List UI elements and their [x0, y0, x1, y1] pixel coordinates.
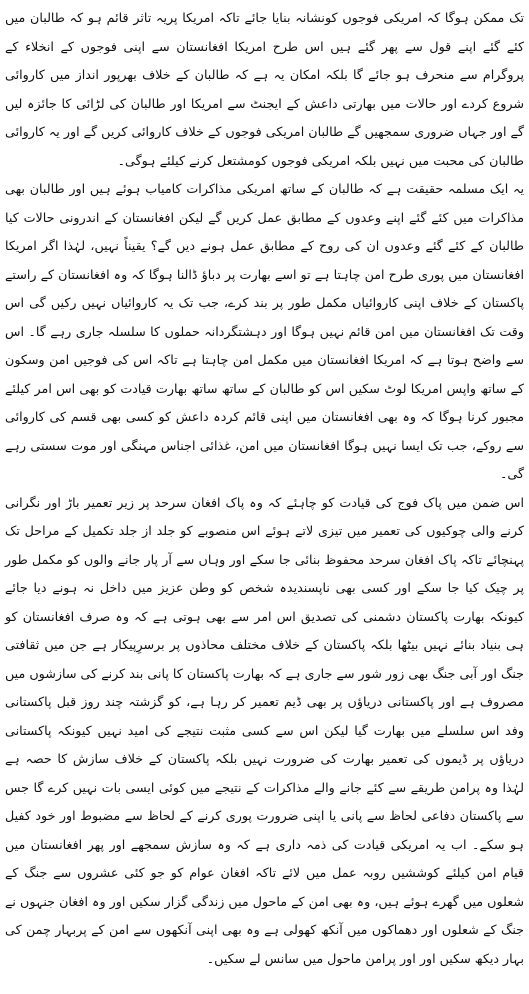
article-paragraph-3: اس ضمن میں پاک فوج کی قیادت کو چاہئے کہ وہ پاک افغان سرحد پر زیر تعمیر باڑ اور نگرانی کرنے والی چوکیوں کی تعمیر میں تیزی لاتے ہوئے اس منصوبے کو جلد از جلد تکمیل کے مراحل تک پہنچائے تاکہ پاک افغان سرحد محفوظ بنائی جا سکے اور وہاں سے آر پار جانے والوں کو مکمل طور پر چیک کیا جا سکے اور کسی بھی ناپسندیدہ شخص کو وطن عزیز میں داخل نہ ہونے دیا جائے کیونکہ بھارت پاکستان دشمنی کی تصدیق اس امر سے بھی ہوتی ہے کہ وہ صرف افغانستان کو ہی بنیاد بنائے نہیں بیٹھا بلکہ پاکستان کے خلاف مختلف محاذوں پر برسرِپیکار ہے جن میں ثقافتی جنگ اور آبی جنگ بھی زور شور سے جاری ہے کہ بھارت پاکستان کا پانی بند کرنے کی سازشوں میں مصروف ہے اور پاکستانی دریاؤں پر بھی ڈیم تعمیر کر رہا ہے، کو گزشتہ چند روز قبل پاکستانی وفد اس سلسلے میں بھارت گیا لیکن اس سے کسی مثبت نتیجے کی امید نہیں کیونکہ پاکستانی دریاؤں پر ڈیموں کی تعمیر بھارت کی ضرورت نہیں بلکہ پاکستان کے خلاف سازش کا حصہ ہے لہٰذا وہ پرامن طریقے سے کئے جانے والے مذاکرات کے نتیجے میں کوئی ایسی بات نہیں کرے گا جس سے پاکستان دفاعی لحاظ سے پانی یا اپنی ضرورت پوری کرنے کے لحاظ سے مضبوط اور خود کفیل ہو سکے۔ اب یہ امریکی قیادت کی ذمہ داری ہے کہ وہ سازش سمجھے اور پھر افغانستان میں قیام امن کیلئے کوششیں روبہ عمل میں لائے تاکہ افغان عوام کو جو کئی عشروں سے جنگ کے شعلوں میں گھرے ہوئے ہیں، وہ بھی امن کے ماحول میں زندگی گزار سکیں اور وہ افغان جنہوں نے جنگ کے شعلوں اور دھماکوں میں آنکھ کھولی ہے وہ بھی اپنی آنکھوں سے امن کے پربہار چمن کی بہار دیکھ سکیں اور اور پرامن ماحول میں سانس لے سکیں۔ [5, 494, 524, 966]
article-paragraph-2: یہ ایک مسلمہ حقیقت ہے کہ طالبان کے ساتھ امریکی مذاکرات کامیاب ہوئے ہیں اور طالبان بھی مذاکرات میں کئے گئے اپنے وعدوں کے مطابق عمل کریں گے لیکن افغانستان کے اندرونی حالات کیا طالبان کے کئے گئے وعدوں ان کی روح کے مطابق عمل ہونے دیں گے؟ یقیناً نہیں، لہٰذا اگر امریکا افغانستان میں پوری طرح امن چاہتا ہے تو اسے بھارت پر دباؤ ڈالنا ہوگا کہ وہ افغانستان کے راستے پاکستان کے خلاف اپنی کاروائیاں مکمل طور پر بند کرے، جب تک یہ کاروائیاں نہیں رکیں گی اس وقت تک افغانستان میں امن قائم نہیں ہوگا اور دہشتگردانہ حملوں کا سلسلہ جاری رہے گا۔ اس سے واضح ہوتا ہے کہ امریکا افغانستان میں مکمل امن چاہتا ہے تاکہ اس کی فوجیں امن وسکون کے ساتھ واپس امریکا لوٹ سکیں اس کو طالبان کے ساتھ ساتھ بھارت قیادت کو بھی اس امر کیلئے مجبور کرنا ہوگا کہ وہ بھی افغانستان میں اپنی قائم کردہ داعش کو کسی بھی قسم کی کاروائی سے روکے، جب تک ایسا نہیں ہوگا افغانستان میں امن، غذائی اجناس مہنگی اور موت سستی رہے گی۔ [5, 181, 524, 481]
article-paragraph-1: تک ممکن ہوگا کہ امریکی فوجوں کونشانہ بنایا جائے تاکہ امریکا پریہ تاثر قائم ہو کہ طالبان میں کئے گئے اپنے قول سے پھر گئے ہیں اس طرح امریکا افغانستان سے اپنی فوجوں کے انخلاء کے پروگرام سے منحرف ہو جائے گا بلکہ امکان یہ ہے کہ طالبان کے خلاف بھرپور انداز میں کاروائی شروع کردے اور حالات میں بھارتی داعش کے ایجنٹ سے امریکا اور طالبان کی لڑائی کا جائزہ لیں گے اور جہاں ضروری سمجھیں گے طالبان امریکی فوجوں کے خلاف کاروائی کریں گے اور یہ کاروائی طالبان کی محبت میں نہیں بلکہ امریکی فوجوں کومشتعل کرنے کیلئے ہوگی۔ [5, 10, 524, 168]
